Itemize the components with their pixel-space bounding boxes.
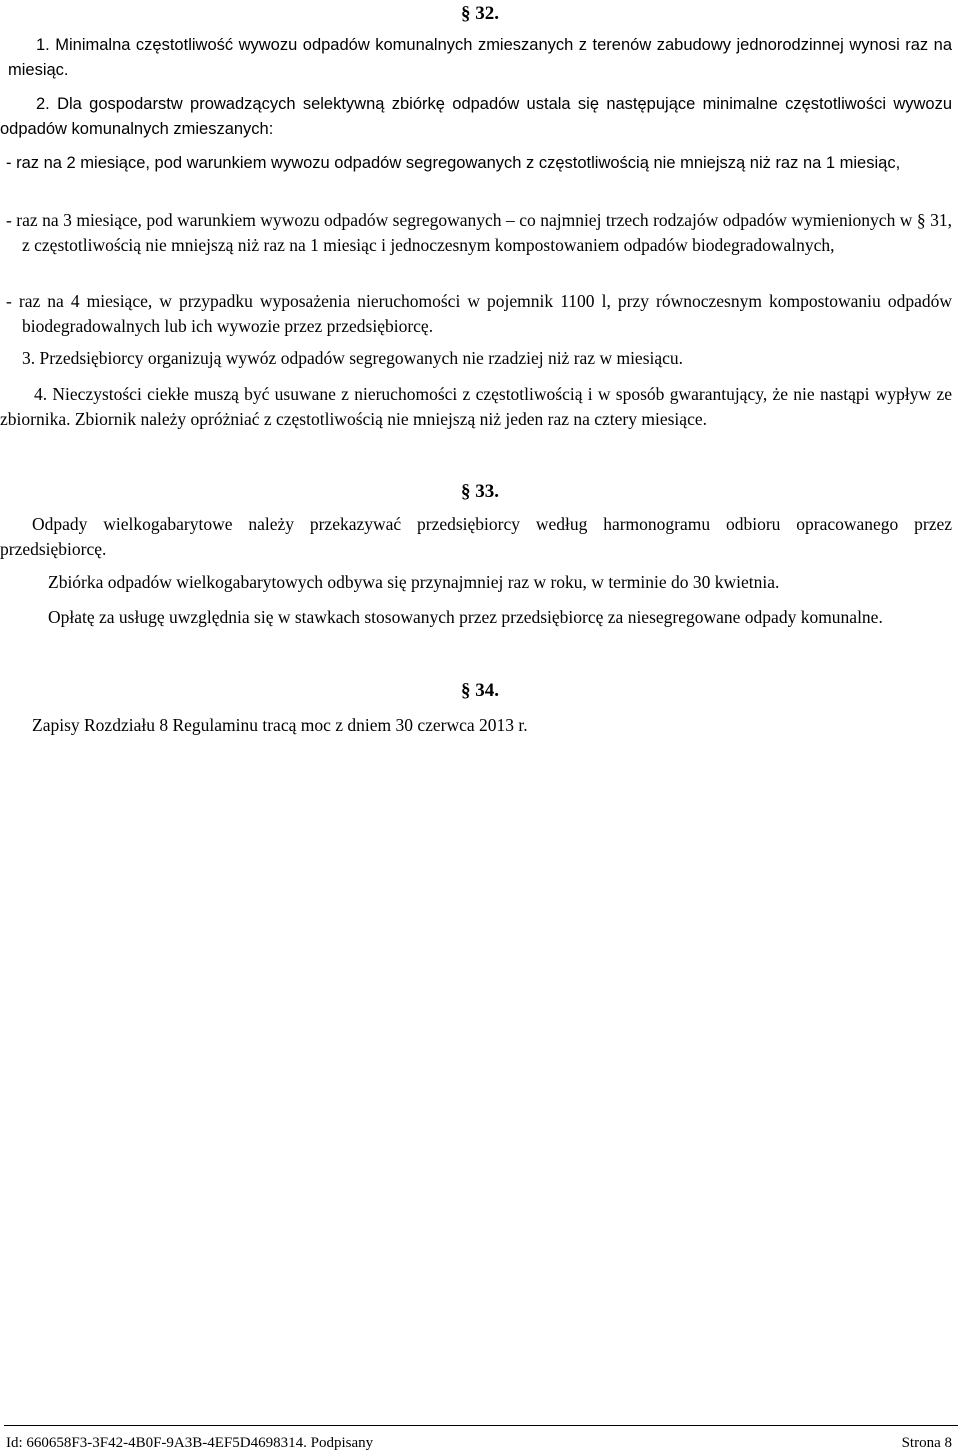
footer-page-number: Strona 8 [901,1435,952,1451]
paragraph-33-1: Odpady wielkogabarytowe należy przekazywać przedsiębiorcy według harmonogramu odbioru opracowanego przez przedsiębiorcę. [0,514,952,559]
bullet-32-2: - raz na 3 miesiące, pod warunkiem wywozu odpadów segregowanych – co najmniej trzech rodzajów odpadów wymienionych w § 31, z częstotliwością nie mniejszą niż raz na 1 miesiąc i jednoczesnym kompostowaniem odpadów biodegradowalnych, [6,210,952,255]
paragraph-32-1: 1. Minimalna częstotliwość wywozu odpadów komunalnych zmieszanych z terenów zabudowy jednorodzinnej wynosi raz na miesiąc. [8,36,952,79]
bullet-32-3: - raz na 4 miesiące, w przypadku wyposażenia nieruchomości w pojemnik 1100 l, przy równoczesnym kompostowaniu odpadów biodegradowalnych lub ich wywozie przez przedsiębiorcę. [6,291,952,336]
section-heading-32: § 32. [461,3,499,24]
section-heading-33: § 33. [461,481,499,502]
paragraph-33-3: Opłatę za usługę uwzględnia się w stawkach stosowanych przez przedsiębiorcę za niesegregowane odpady komunalne. [48,607,883,627]
section-heading-34: § 34. [461,680,499,701]
paragraph-32-3: 3. Przedsiębiorcy organizują wywóz odpadów segregowanych nie rzadziej niż raz w miesiącu. [22,348,684,368]
bullet-32-1: - raz na 2 miesiące, pod warunkiem wywozu odpadów segregowanych z częstotliwością nie mniejszą niż raz na 1 miesiąc, [6,154,901,172]
footer-document-id: Id: 660658F3-3F42-4B0F-9A3B-4EF5D4698314. Podpisany [6,1435,374,1451]
paragraph-32-4: 4. Nieczystości ciekłe muszą być usuwane z nieruchomości z częstotliwością i w sposób gwarantujący, że nie nastąpi wypływ ze zbiornika. Zbiornik należy opróżniać z częstotliwością nie mniejszą niż jeden raz na cztery miesiące. [0,384,952,429]
paragraph-32-2: 2. Dla gospodarstw prowadzących selektywną zbiórkę odpadów ustala się następujące minimalne częstotliwości wywozu odpadów komunalnych zmieszanych: [0,95,952,138]
footer-divider [4,1425,958,1426]
paragraph-34-1: Zapisy Rozdziału 8 Regulaminu tracą moc z dniem 30 czerwca 2013 r. [32,715,528,735]
paragraph-33-2: Zbiórka odpadów wielkogabarytowych odbywa się przynajmniej raz w roku, w terminie do 30 kwietnia. [48,572,780,592]
